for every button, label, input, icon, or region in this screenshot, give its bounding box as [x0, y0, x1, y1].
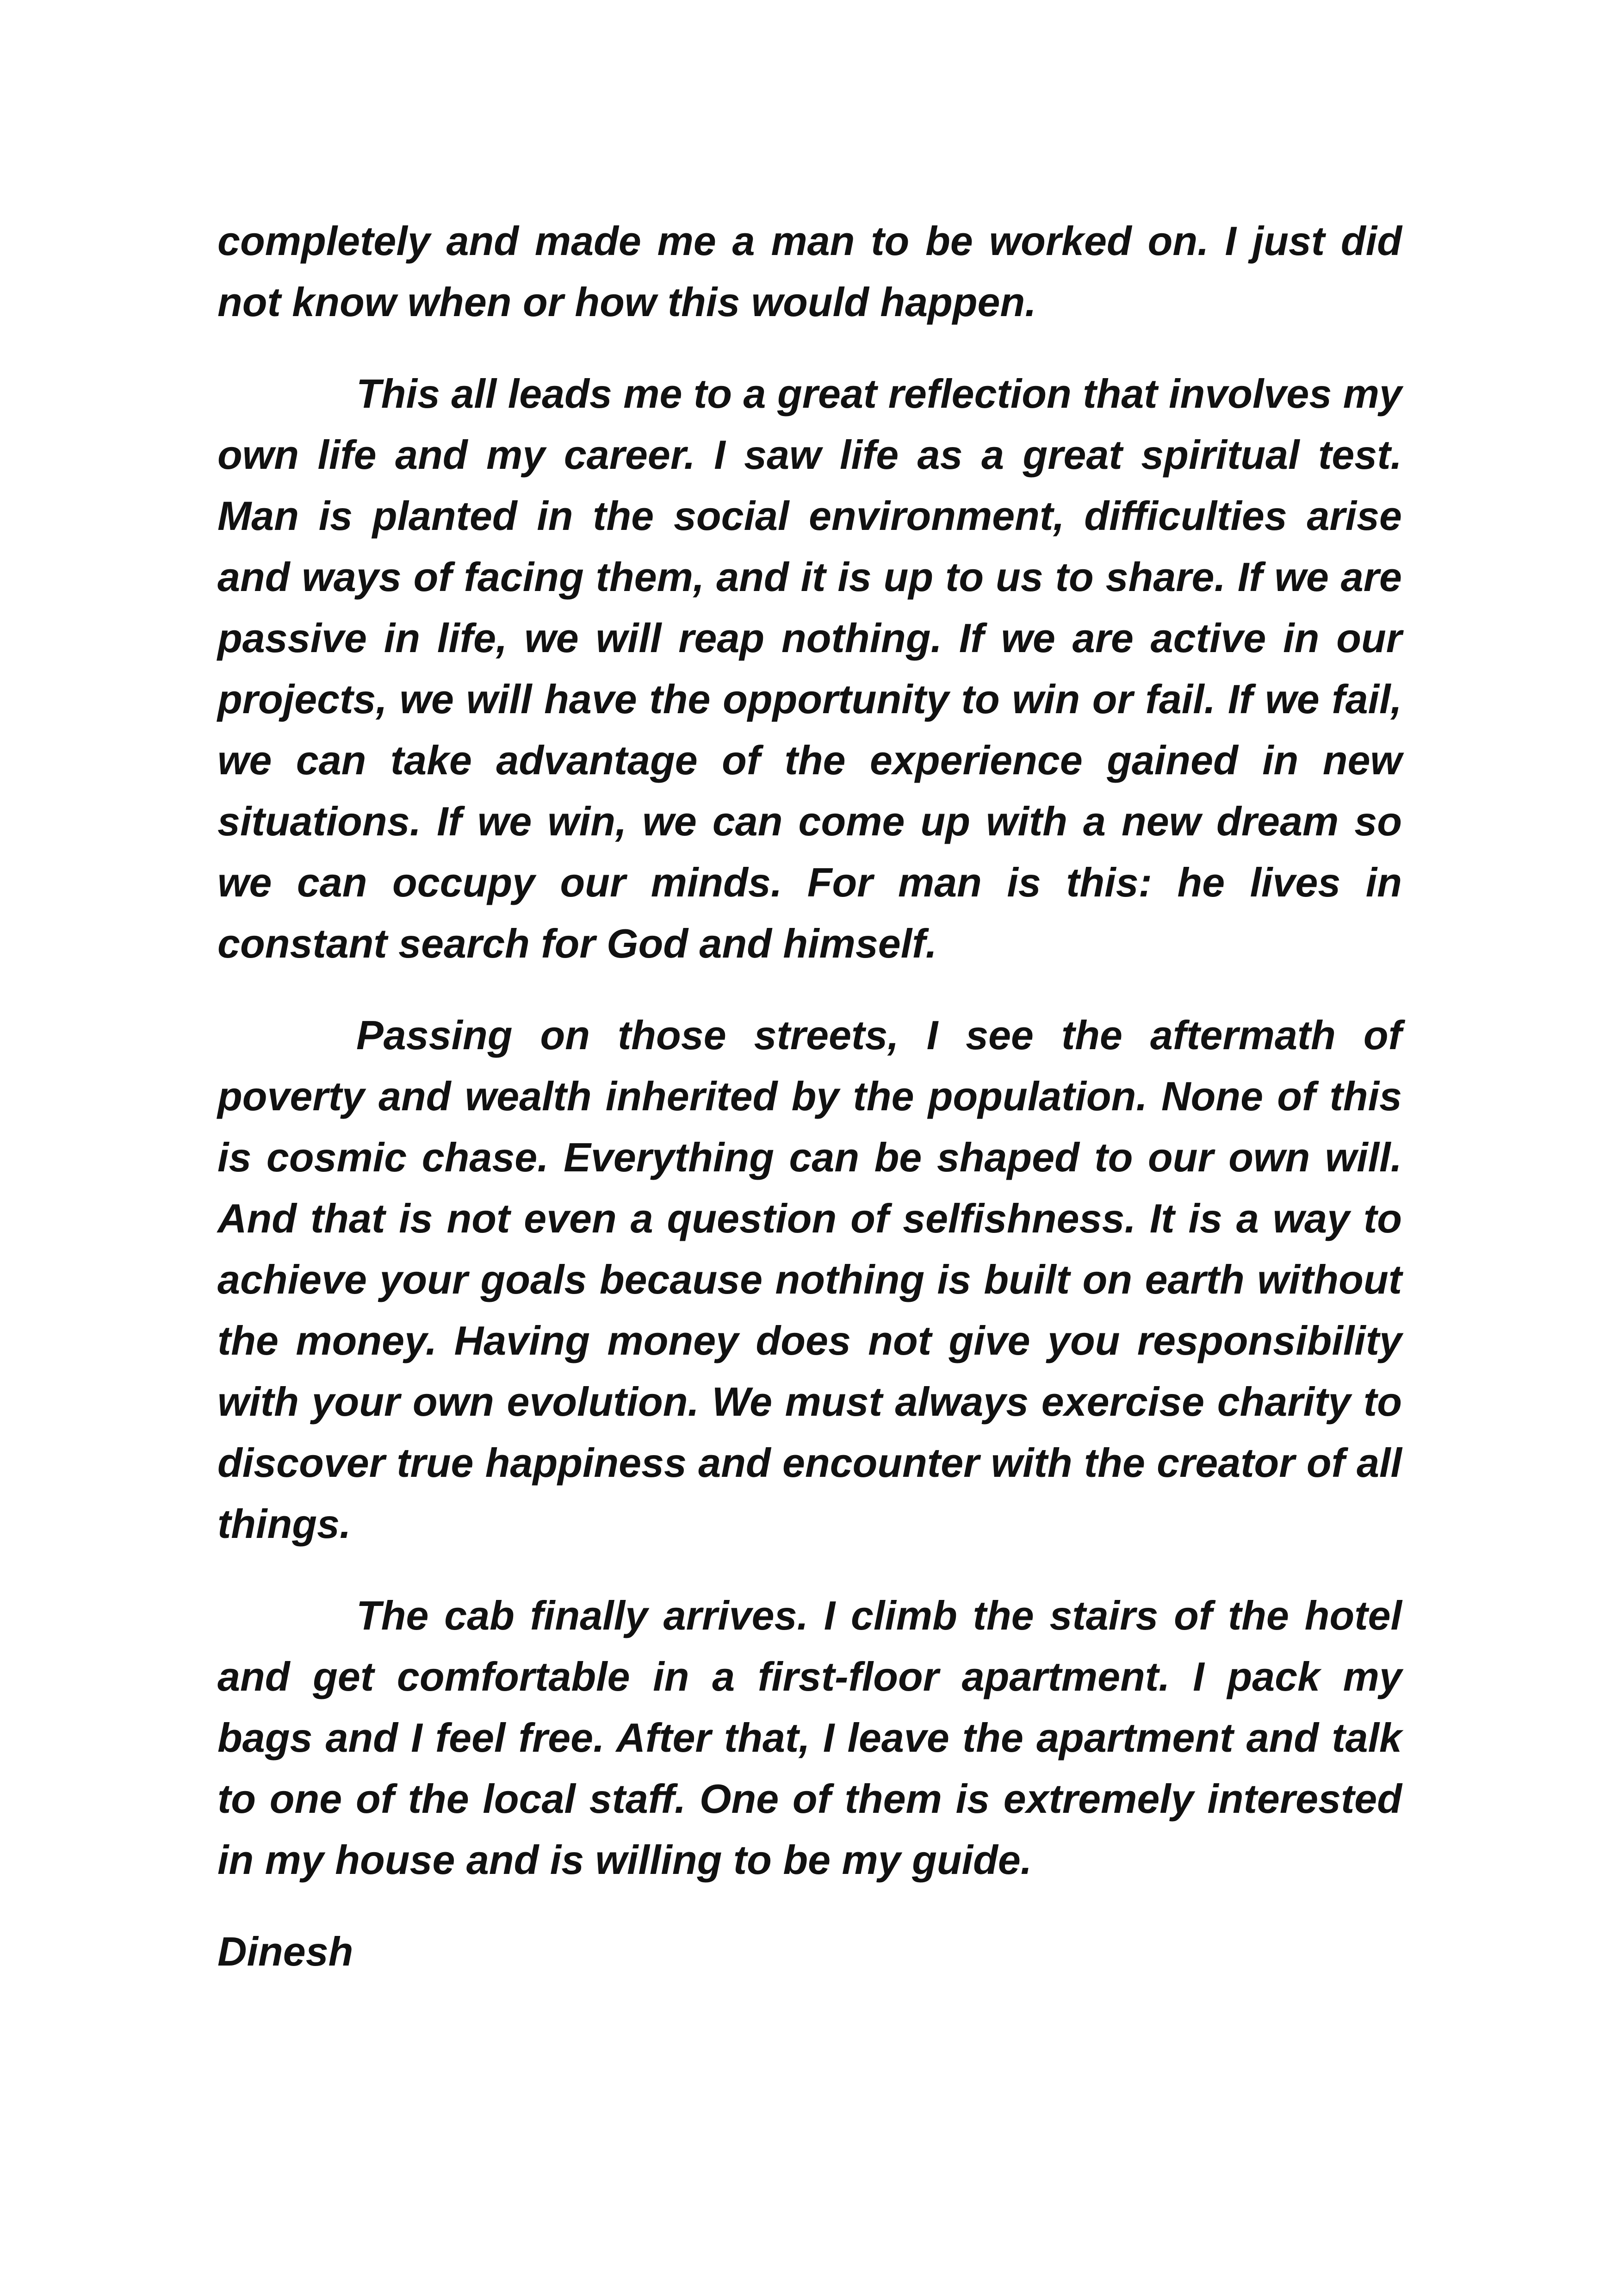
paragraph-cab-arrival: The cab finally arrives. I climb the stairs of the hotel and get comfortable in a first-floor apartment. I pack my bags and I feel free. After that, I leave the apartment and talk to one of the local staff. One of them is extremely interested in my house and is willing to be my guide. [217, 1593, 1402, 1883]
paragraph-reflection: This all leads me to a great reflection that involves my own life and my career. I saw life as a great spiritual test. Man is planted in the social environment, difficulties arise and ways of facing them, and it is up to us to share. If we are passive in life, we will reap nothing. If we are active in our projects, we will have the opportunity to win or fail. If we fail, we can take advantage of the experience gained in new situations. If we win, we can come up with a new dream so we can occupy our minds. For man is this: he lives in constant search for God and himself. [217, 371, 1402, 966]
paragraph-streets: Passing on those streets, I see the aftermath of poverty and wealth inherited by the population. None of this is cosmic chase. Everything can be shaped to our own will. And that is not even a question of selfishness. It is a way to achieve your goals because nothing is built on earth without the money. Having money does not give you responsibility with your own evolution. We must always exercise charity to discover true happiness and encounter with the creator of all things. [217, 1012, 1402, 1547]
paragraph-continuation: completely and made me a man to be worked on. I just did not know when or how this would happen. [217, 218, 1402, 325]
author-signature: Dinesh [217, 1929, 353, 1974]
body-text [217, 211, 1402, 1982]
